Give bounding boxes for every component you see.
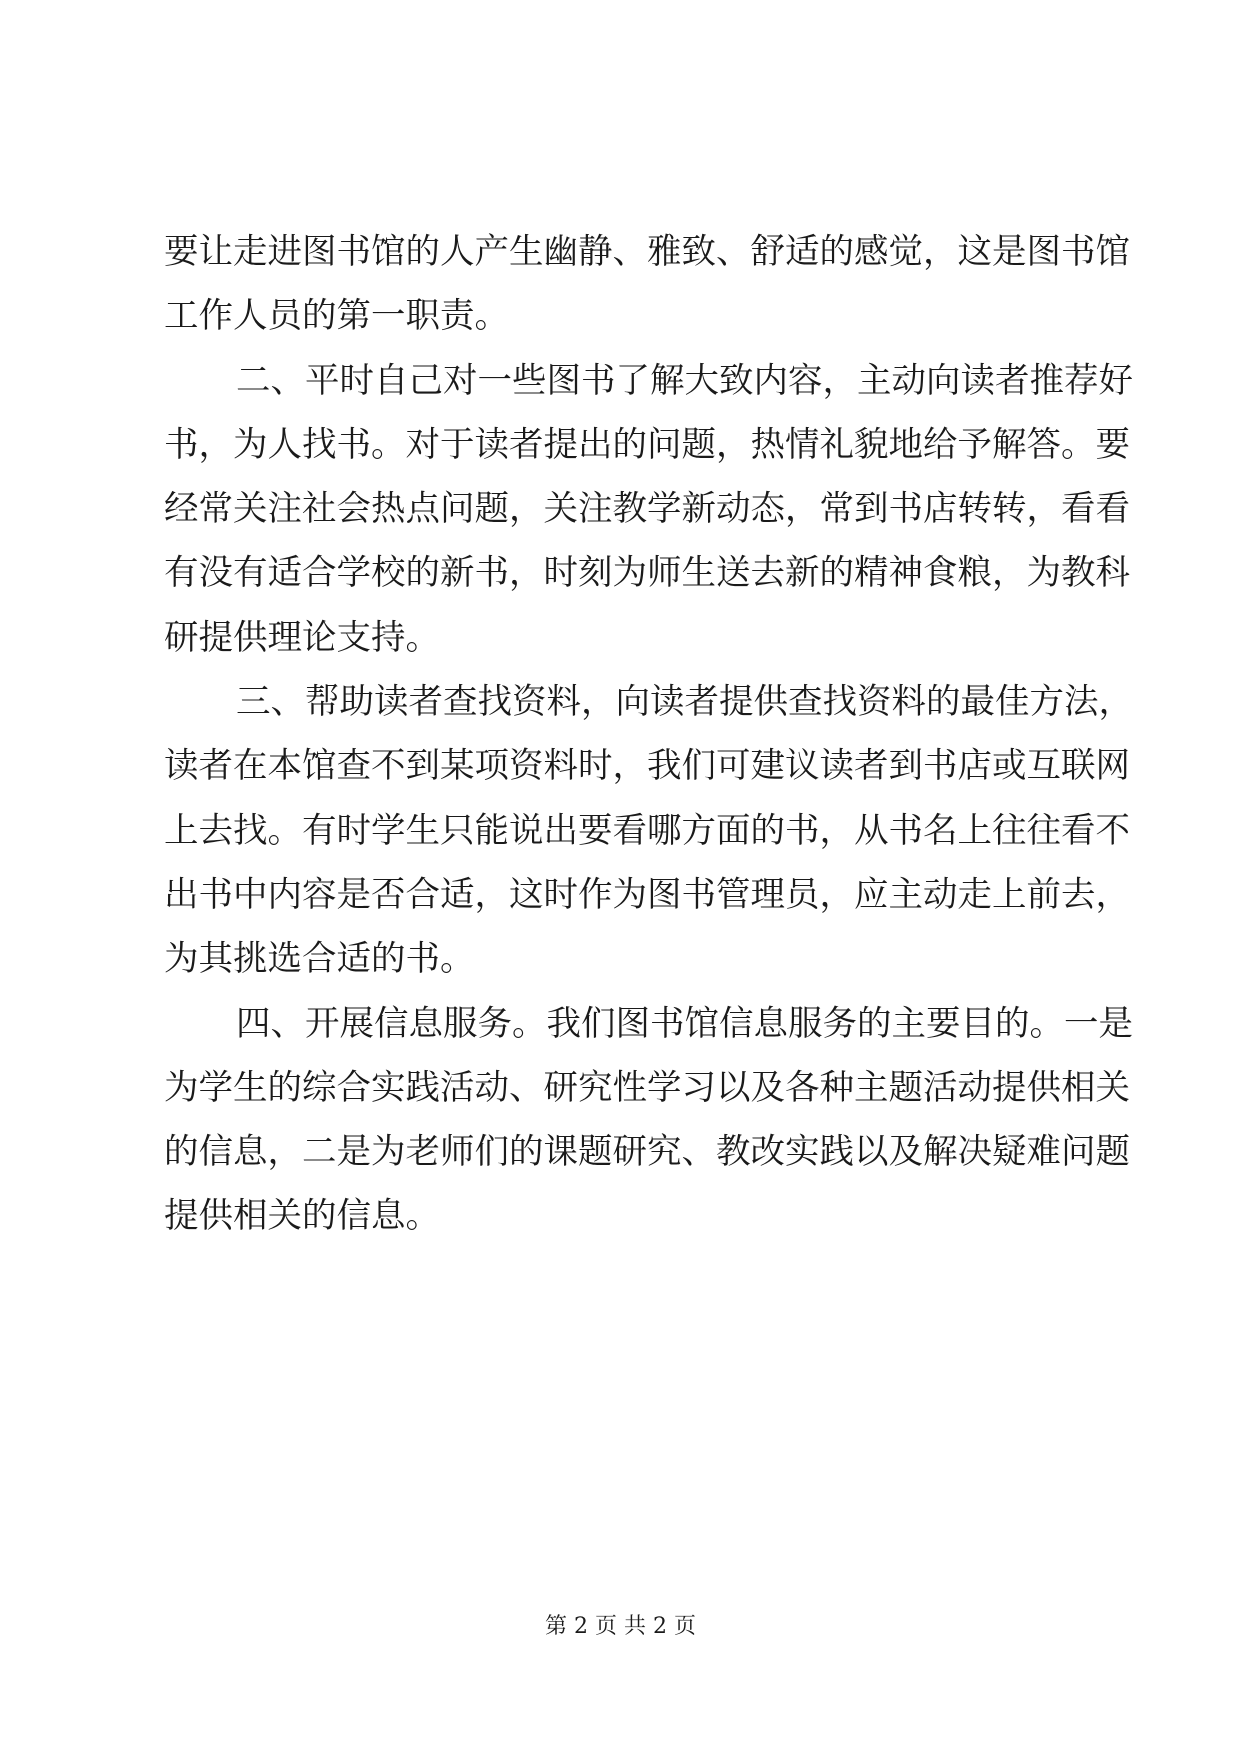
text-line: 工作人员的第一职责。 xyxy=(164,296,509,337)
page-footer xyxy=(0,1609,1241,1640)
page-number-label: 第 2 页 共 2 页 xyxy=(545,1614,696,1639)
text-line: 要让走进图书馆的人产生幽静、雅致、舒适的感觉，这是图书馆 xyxy=(164,232,1130,272)
paragraph-3 xyxy=(164,682,1133,1003)
paragraph-1 xyxy=(164,232,1130,361)
paragraph-4 xyxy=(164,1003,1133,1261)
text-line: 研提供理论支持。 xyxy=(164,617,440,658)
text-line: 书，为人找书。对于读者提出的问题，热情礼貌地给予解答。要 xyxy=(164,424,1130,465)
paragraph-2 xyxy=(164,360,1133,682)
document-body xyxy=(164,232,1133,1261)
text-line: 二、平时自己对一些图书了解大致内容，主动向读者推荐好 xyxy=(236,360,1133,401)
text-line: 经常关注社会热点问题，关注教学新动态，常到书店转转，看看 xyxy=(164,489,1130,530)
text-line: 四、开展信息服务。我们图书馆信息服务的主要目的。一是 xyxy=(236,1003,1133,1044)
text-line: 出书中内容是否合适，这时作为图书管理员，应主动走上前去， xyxy=(164,874,1130,915)
text-line: 上去找。有时学生只能说出要看哪方面的书，从书名上往往看不 xyxy=(164,810,1130,851)
text-line: 读者在本馆查不到某项资料时，我们可建议读者到书店或互联网 xyxy=(164,746,1130,787)
text-line: 有没有适合学校的新书，时刻为师生送去新的精神食粮，为教科 xyxy=(164,553,1130,594)
text-line: 提供相关的信息。 xyxy=(164,1196,440,1237)
text-line: 为其挑选合适的书。 xyxy=(164,939,475,980)
text-line: 三、帮助读者查找资料，向读者提供查找资料的最佳方法， xyxy=(236,682,1133,723)
text-line: 的信息，二是为老师们的课题研究、教改实践以及解决疑难问题 xyxy=(164,1132,1130,1173)
text-line: 为学生的综合实践活动、研究性学习以及各种主题活动提供相关 xyxy=(164,1067,1130,1108)
